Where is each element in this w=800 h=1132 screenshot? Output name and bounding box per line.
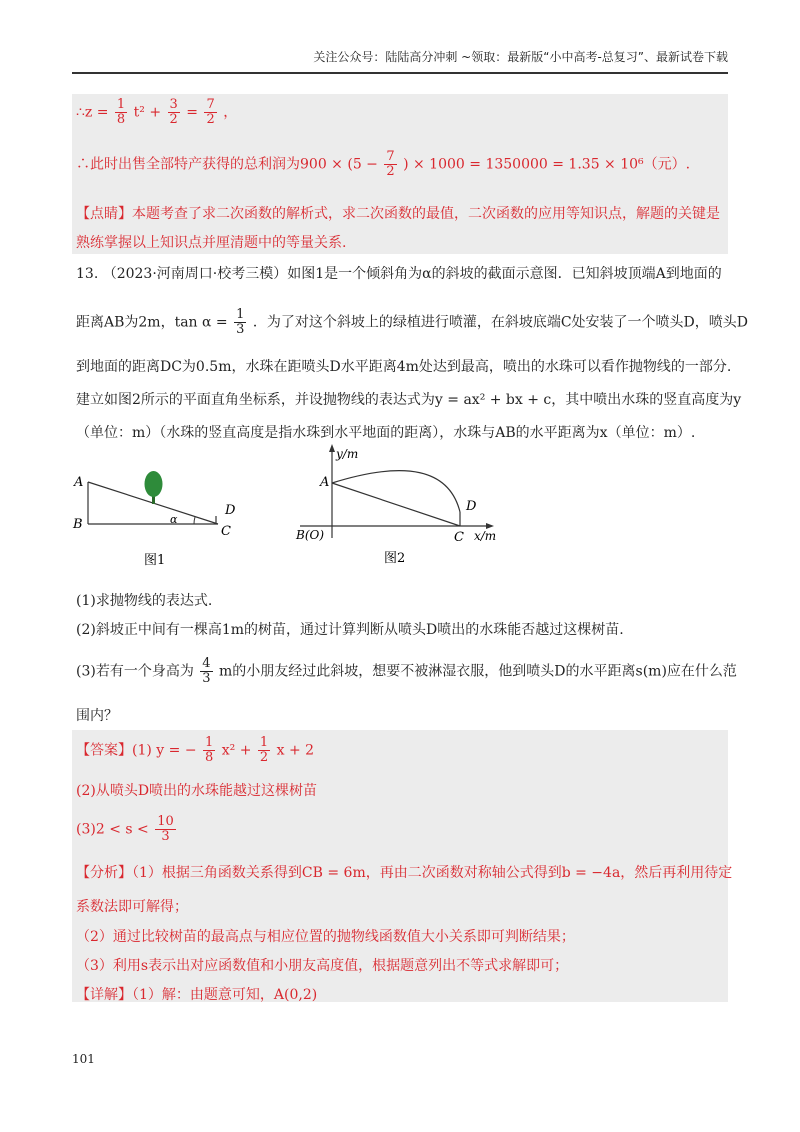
label-origin: B(O) bbox=[296, 528, 325, 542]
equation-z: ∴z = $\frac{1}{8}$ t² + $\frac{3}{2}$ = $\frac{7}{2}$ ， bbox=[76, 97, 238, 127]
label-D: D bbox=[225, 503, 236, 518]
answer-3: (3)2 < s < $\frac{10}{3}$ bbox=[76, 814, 174, 844]
label-A: A bbox=[320, 475, 330, 490]
figure-1-slope-diagram bbox=[70, 458, 250, 578]
analysis-line-3: （2）通过比较树苗的最高点与相应位置的抛物线函数值大小关系即可判断结果； bbox=[76, 929, 575, 945]
question-line-2: 距离AB为2m，tan α = $\frac{1}{3}$ ．为了对这个斜坡上的绿植进行喷灌，在斜坡底端C处安装了一个喷头D，喷头D bbox=[76, 307, 749, 337]
page-number: 101 bbox=[72, 1052, 95, 1066]
comment-line-1: 【点睛】本题考查了求二次函数的解析式，求二次函数的最值，二次函数的应用等知识点，解题的关键是 bbox=[76, 206, 720, 222]
subquestion-2: (2)斜坡正中间有一棵高1m的树苗，通过计算判断从喷头D喷出的水珠能否越过这棵树苗. bbox=[76, 622, 624, 638]
subquestion-3: (3)若有一个身高为 $\frac{4}{3}$ m的小朋友经过此斜坡，想要不被淋湿衣服，他到喷头D的水平距离s(m)应在什么范 bbox=[76, 656, 737, 686]
question-line-5: （单位：m）（水珠的竖直高度是指水珠到水平地面的距离），水珠与AB的水平距离为x（单位：m）. bbox=[76, 425, 696, 441]
subquestion-1: (1)求抛物线的表达式. bbox=[76, 593, 213, 609]
total-profit-line: ∴此时出售全部特产获得的总利润为900 × (5 − $\frac{7}{2}$ ) × 1000 = 1350000 = 1.35 × 10⁶（元）. bbox=[76, 149, 691, 179]
tree-icon bbox=[145, 471, 163, 504]
figure-1-caption: 图1 bbox=[144, 553, 166, 568]
figure-2-caption: 图2 bbox=[384, 551, 406, 566]
answer-1: 【答案】(1) y = − $\frac{1}{8}$ x² + $\frac{1}{2}$ x + 2 bbox=[76, 735, 315, 765]
page-header: 关注公众号：陆陆高分冲刺 ~领取：最新版“小中高考-总复习”、最新试卷下载 bbox=[72, 48, 728, 74]
subquestion-3-continued: 围内？ bbox=[76, 708, 118, 724]
comment-line-2: 熟练掌握以上知识点并厘清题中的等量关系. bbox=[76, 235, 347, 251]
x-axis-label: x/m bbox=[474, 529, 497, 543]
analysis-line-4: （3）利用s表示出对应函数值和小朋友高度值，根据题意列出不等式求解即可； bbox=[76, 958, 569, 974]
y-axis-label: y/m bbox=[336, 447, 359, 461]
label-C: C bbox=[454, 530, 464, 545]
analysis-line-1: 【分析】（1）根据三角函数关系得到CB = 6m，再由二次函数对称轴公式得到b = −4a，然后再利用待定 bbox=[76, 865, 733, 881]
label-alpha: α bbox=[170, 513, 178, 526]
label-C: C bbox=[221, 524, 231, 539]
question-line-3: 到地面的距离DC为0.5m，水珠在距喷头D水平距离4m处达到最高，喷出的水珠可以看作抛物线的一部分. bbox=[76, 359, 732, 375]
detail-line: 【详解】（1）解：由题意可知，A(0,2) bbox=[76, 987, 318, 1003]
answer-2: (2)从喷头D喷出的水珠能越过这棵树苗 bbox=[76, 783, 318, 799]
analysis-line-2: 系数法即可解得； bbox=[76, 899, 188, 915]
label-B: B bbox=[73, 517, 83, 532]
figure-2-coordinate-diagram bbox=[290, 440, 520, 580]
label-A: A bbox=[74, 475, 84, 490]
question-line-1: 13. （2023·河南周口·校考三模）如图1是一个倾斜角为α的斜坡的截面示意图．已知斜坡顶端A到地面的 bbox=[76, 266, 722, 282]
label-D: D bbox=[466, 499, 477, 514]
question-line-4: 建立如图2所示的平面直角坐标系，并设抛物线的表达式为y = ax² + bx + c，其中喷出水珠的竖直高度为y bbox=[76, 392, 742, 408]
